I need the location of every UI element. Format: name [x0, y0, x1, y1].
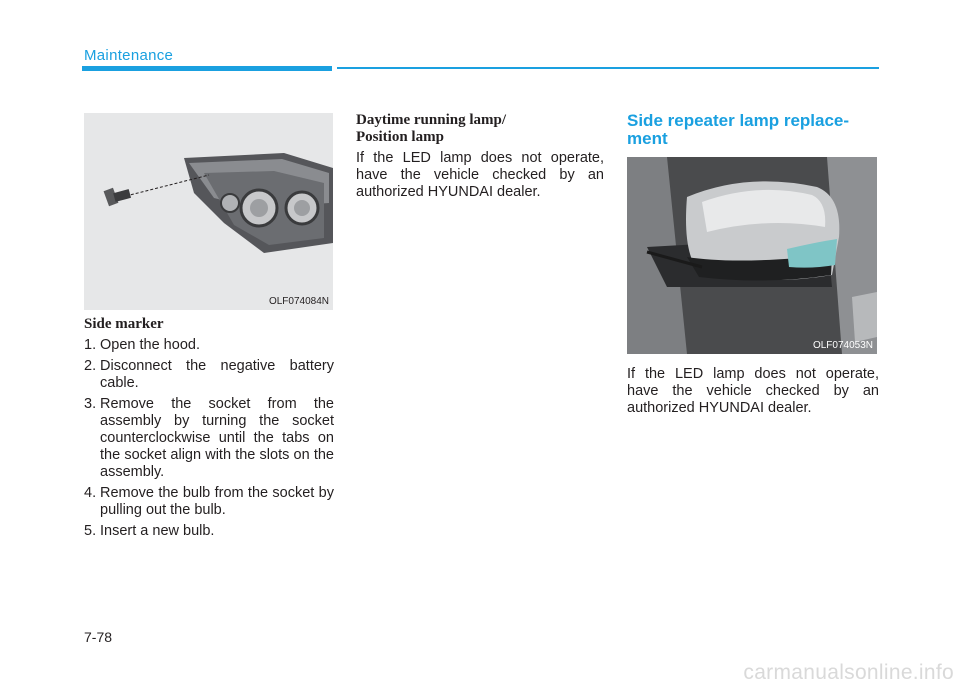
middle-column [356, 112, 604, 201]
step-text: Insert a new bulb. [100, 523, 215, 539]
step-item [84, 358, 334, 392]
step-number: 1. [84, 337, 97, 353]
step-number: 2. [84, 358, 97, 374]
step-number: 5. [84, 523, 97, 539]
figure-caption: OLF074053N [812, 340, 873, 351]
header-rule-thick [82, 66, 332, 71]
side-repeater-heading-line2: ment [627, 129, 668, 148]
side-mirror-figure [627, 157, 877, 354]
left-column [84, 316, 334, 544]
section-title: Maintenance [84, 47, 174, 64]
headlamp-illustration [84, 113, 333, 310]
step-text: Open the hood. [100, 337, 200, 353]
header-rule-thin [337, 67, 879, 69]
side-repeater-heading-line1: Side repeater lamp replace- [627, 111, 850, 130]
side-repeater-body-wrap [627, 366, 879, 417]
drl-body: If the LED lamp does not operate, have the vehicle checked by an authorized HYUNDAI dealer. [356, 150, 604, 200]
side-marker-steps [84, 337, 334, 540]
step-item [84, 523, 334, 540]
side-mirror-illustration [627, 157, 877, 354]
drl-heading-line1: Daytime running lamp/ [356, 112, 507, 128]
figure-caption: OLF074084N [268, 296, 329, 307]
step-number: 3. [84, 396, 97, 412]
step-item [84, 337, 334, 354]
headlamp-assembly-figure [84, 113, 333, 310]
side-repeater-heading [627, 112, 879, 148]
side-marker-heading: Side marker [84, 316, 164, 332]
step-text: Remove the bulb from the socket by pulling out the bulb. [100, 485, 334, 518]
drl-heading [356, 112, 604, 146]
drl-heading-line2: Position lamp [356, 129, 444, 145]
step-number: 4. [84, 485, 97, 501]
watermark: carmanualsonline.info [743, 661, 954, 684]
step-item [84, 396, 334, 481]
step-text: Remove the socket from the assembly by turning the socket counterclockwise until the tabs on the socket align with the slots on the assembly. [100, 396, 334, 480]
step-item [84, 485, 334, 519]
right-column [627, 112, 879, 156]
side-repeater-body: If the LED lamp does not operate, have the vehicle checked by an authorized HYUNDAI dealer. [627, 366, 879, 416]
page-number: 7-78 [84, 629, 113, 645]
step-text: Disconnect the negative battery cable. [100, 358, 334, 391]
